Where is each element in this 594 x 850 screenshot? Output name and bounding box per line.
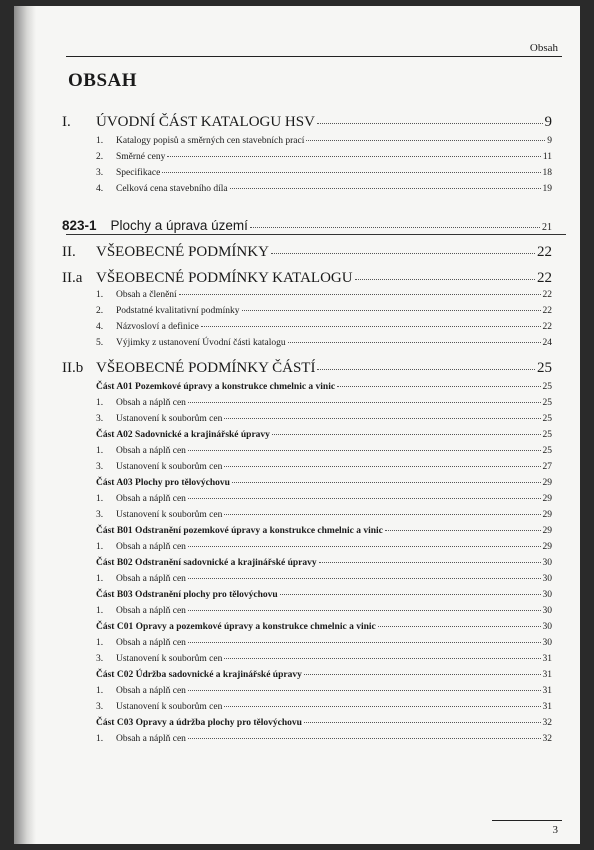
toc-entry-page: 22	[537, 270, 552, 286]
toc-entry-title: Obsah a náplň cen	[116, 494, 186, 504]
toc-entry-number: 1.	[96, 638, 104, 648]
toc-entry-number: 1.	[96, 606, 104, 616]
toc-entry-sub[interactable]	[62, 136, 552, 146]
toc-entry-title: Obsah a náplň cen	[116, 638, 186, 648]
dot-leader	[188, 690, 541, 691]
dot-leader	[250, 227, 540, 228]
book-spine-shadow	[14, 6, 36, 844]
toc-entry-title: ÚVODNÍ ČÁST KATALOGU HSV	[96, 114, 315, 130]
header-rule	[66, 56, 562, 57]
toc-entry-number: 1.	[96, 542, 104, 552]
toc-entry-title: Specifikace	[116, 168, 161, 178]
toc-entry-sub[interactable]	[62, 446, 552, 456]
toc-entry-part[interactable]	[62, 590, 552, 600]
toc-entry-number: 3.	[96, 654, 104, 664]
toc-entry-page: 25	[542, 398, 552, 408]
toc-entry-number: 3.	[96, 510, 104, 520]
toc-entry-number: 1.	[96, 734, 104, 744]
dot-leader	[317, 369, 535, 370]
page-number: 3	[552, 824, 558, 836]
toc-entry-number: 1.	[96, 446, 104, 456]
toc-entry-page: 22	[542, 322, 552, 332]
toc-entry-number: 4.	[96, 322, 104, 332]
toc-entry-page: 19	[542, 184, 552, 194]
toc-entry-page: 29	[542, 542, 552, 552]
toc-entry-sub[interactable]	[62, 606, 552, 616]
toc-entry-number: 1.	[96, 398, 104, 408]
toc-entry-title: Podstatné kvalitativní podmínky	[116, 306, 240, 316]
toc-entry-title: Obsah a členění	[116, 290, 177, 300]
toc-entry-page: 18	[542, 168, 552, 178]
dot-leader	[188, 498, 541, 499]
toc-entry-page: 32	[542, 718, 552, 728]
toc-entry-title: Obsah a náplň cen	[116, 542, 186, 552]
toc-entry-page: 29	[542, 510, 552, 520]
toc-entry-sub[interactable]	[62, 574, 552, 584]
toc-entry-number: 2.	[96, 306, 104, 316]
dot-leader	[304, 674, 541, 675]
toc-entry-page: 30	[542, 622, 552, 632]
page-title: OBSAH	[68, 70, 138, 91]
dot-leader	[188, 578, 541, 579]
toc-entry-sub[interactable]	[62, 168, 552, 178]
toc-entry-page: 25	[542, 382, 552, 392]
dot-leader	[167, 156, 541, 157]
running-header: Obsah	[529, 42, 558, 54]
dot-leader	[385, 530, 541, 531]
toc-entry-page: 27	[542, 462, 552, 472]
toc-entry-sub[interactable]	[62, 306, 552, 316]
toc-entry-title: Celková cena stavebního díla	[116, 184, 228, 194]
toc-entry-page: 22	[542, 306, 552, 316]
toc-entry-page: 30	[542, 606, 552, 616]
toc-entry-title: Ustanovení k souborům cen	[116, 462, 223, 472]
dot-leader	[188, 450, 541, 451]
toc-entry-sub[interactable]	[62, 494, 552, 504]
toc-entry-title: Obsah a náplň cen	[116, 574, 186, 584]
dot-leader	[355, 279, 535, 280]
toc-entry-page: 22	[537, 244, 552, 260]
toc-entry-title: Část B03 Odstranění plochy pro tělovýchovu	[96, 590, 278, 600]
toc-entry-sub[interactable]	[62, 322, 552, 332]
toc-entry-title: Výjimky z ustanovení Úvodní části katalogu	[116, 338, 286, 348]
toc-entry-part[interactable]	[62, 670, 552, 680]
toc-entry-title: Část B02 Odstranění sadovnické a krajinářské úpravy	[96, 558, 317, 568]
toc-entry-page: 31	[542, 654, 552, 664]
toc-entry-title: Obsah a náplň cen	[116, 398, 186, 408]
toc-entry-number: 5.	[96, 338, 104, 348]
toc-entry-page: 30	[542, 574, 552, 584]
toc-entry-number: 3.	[96, 414, 104, 424]
toc-entry-title: Obsah a náplň cen	[116, 446, 186, 456]
toc-entry-title: Obsah a náplň cen	[116, 686, 186, 696]
toc-entry-number: 823-1	[62, 218, 97, 233]
toc-entry-h1[interactable]	[62, 244, 552, 261]
toc-entry-h1[interactable]	[62, 360, 552, 377]
toc-entry-page: 25	[542, 446, 552, 456]
toc-entry-number: 1.	[96, 136, 104, 146]
toc-entry-sub[interactable]	[62, 510, 552, 520]
dot-leader	[201, 326, 541, 327]
toc-entry-sec[interactable]	[62, 218, 552, 233]
toc-entry-part[interactable]	[62, 478, 552, 488]
toc-entry-part[interactable]	[62, 382, 552, 392]
toc-entry-title: VŠEOBECNÉ PODMÍNKY	[96, 244, 269, 260]
dot-leader	[224, 706, 540, 707]
toc-entry-page: 25	[542, 414, 552, 424]
toc-entry-title: Část A01 Pozemkové úpravy a konstrukce chmelnic a vinic	[96, 382, 336, 392]
toc-entry-sub[interactable]	[62, 702, 552, 712]
toc-entry-sub[interactable]	[62, 184, 552, 194]
toc-entry-page: 30	[542, 558, 552, 568]
dot-leader	[230, 188, 541, 189]
toc-entry-page: 25	[542, 430, 552, 440]
toc-entry-title: Plochy a úprava území	[110, 218, 248, 233]
toc-entry-part[interactable]	[62, 622, 552, 632]
dot-leader	[188, 546, 541, 547]
toc-entry-title: Názvosloví a definice	[116, 322, 199, 332]
toc-entry-sub[interactable]	[62, 398, 552, 408]
dot-leader	[188, 610, 541, 611]
toc-entry-sub[interactable]	[62, 414, 552, 424]
toc-entry-page: 31	[542, 702, 552, 712]
toc-entry-number: I.	[62, 114, 71, 130]
toc-entry-title: Část C03 Opravy a údržba plochy pro tělovýchovu	[96, 718, 302, 728]
toc-entry-page: 32	[542, 734, 552, 744]
dot-leader	[337, 386, 540, 387]
toc-entry-page: 31	[542, 670, 552, 680]
document-page	[14, 6, 580, 844]
toc-entry-title: Část A03 Plochy pro tělovýchovu	[96, 478, 230, 488]
toc-entry-number: 1.	[96, 290, 104, 300]
toc-entry-page: 31	[542, 686, 552, 696]
toc-entry-title: Část C01 Opravy a pozemkové úpravy a konstrukce chmelnic a vinic	[96, 622, 376, 632]
toc-entry-title: Katalogy popisů a směrných cen stavebních prací	[116, 136, 305, 146]
footer-rule	[492, 820, 562, 821]
dot-leader	[242, 310, 541, 311]
toc-entry-part[interactable]	[62, 558, 552, 568]
dot-leader	[306, 140, 545, 141]
toc-entry-number: 3.	[96, 702, 104, 712]
toc-entry-sub[interactable]	[62, 654, 552, 664]
toc-entry-number: II.b	[62, 360, 84, 376]
toc-entry-number: II.a	[62, 270, 83, 286]
toc-entry-page: 30	[542, 590, 552, 600]
dot-leader	[280, 594, 541, 595]
dot-leader	[319, 562, 541, 563]
toc-entry-page: 29	[542, 478, 552, 488]
toc-entry-h1[interactable]	[62, 114, 552, 131]
toc-entry-title: Ustanovení k souborům cen	[116, 702, 223, 712]
toc-entry-page: 21	[542, 222, 552, 233]
dot-leader	[232, 482, 541, 483]
dot-leader	[188, 642, 541, 643]
dot-leader	[224, 466, 540, 467]
toc-entry-sub[interactable]	[62, 338, 552, 348]
dot-leader	[224, 658, 540, 659]
toc-entry-number: II.	[62, 244, 76, 260]
dot-leader	[188, 738, 541, 739]
toc-entry-title: Část A02 Sadovnické a krajinářské úpravy	[96, 430, 270, 440]
toc-entry-part[interactable]	[62, 718, 552, 728]
toc-entry-sub[interactable]	[62, 152, 552, 162]
dot-leader	[304, 722, 541, 723]
toc-entry-number: 4.	[96, 184, 104, 194]
toc-entry-number: 1.	[96, 686, 104, 696]
toc-entry-number: 3.	[96, 168, 104, 178]
toc-entry-sub[interactable]	[62, 734, 552, 744]
toc-entry-page: 11	[542, 152, 552, 162]
toc-entry-page: 24	[542, 338, 552, 348]
toc-entry-number: 1.	[96, 574, 104, 584]
dot-leader	[317, 123, 543, 124]
toc-entry-page: 22	[542, 290, 552, 300]
toc-entry-page: 9	[547, 136, 552, 146]
dot-leader	[224, 418, 540, 419]
toc-entry-title: Část C02 Údržba sadovnické a krajinářské úpravy	[96, 670, 302, 680]
toc-entry-page: 25	[537, 360, 552, 376]
toc-entry-title: Směrné ceny	[116, 152, 166, 162]
dot-leader	[179, 294, 541, 295]
toc-entry-title: Obsah a náplň cen	[116, 606, 186, 616]
toc-entry-title: VŠEOBECNÉ PODMÍNKY ČÁSTÍ	[96, 360, 316, 376]
toc-entry-title: Ustanovení k souborům cen	[116, 414, 223, 424]
toc-entry-sub[interactable]	[62, 686, 552, 696]
toc-entry-title: Ustanovení k souborům cen	[116, 654, 223, 664]
toc-entry-title: VŠEOBECNÉ PODMÍNKY KATALOGU	[96, 270, 353, 286]
toc-entry-title: Obsah a náplň cen	[116, 734, 186, 744]
toc-entry-h1[interactable]	[62, 270, 552, 287]
dot-leader	[224, 514, 540, 515]
toc-entry-page: 9	[544, 114, 552, 130]
dot-leader	[288, 342, 541, 343]
toc-entry-number: 1.	[96, 494, 104, 504]
toc-entry-title: Část B01 Odstranění pozemkové úpravy a konstrukce chmelnic a vinic	[96, 526, 383, 536]
toc-entry-part[interactable]	[62, 526, 552, 536]
dot-leader	[271, 253, 535, 254]
toc-entry-page: 29	[542, 526, 552, 536]
dot-leader	[378, 626, 541, 627]
toc-entry-number: 3.	[96, 462, 104, 472]
dot-leader	[188, 402, 541, 403]
toc-entry-title: Ustanovení k souborům cen	[116, 510, 223, 520]
toc-entry-number: 2.	[96, 152, 104, 162]
section-rule	[66, 234, 566, 235]
dot-leader	[272, 434, 541, 435]
toc-entry-sub[interactable]	[62, 462, 552, 472]
toc-entry-sub[interactable]	[62, 290, 552, 300]
toc-entry-part[interactable]	[62, 430, 552, 440]
toc-entry-page: 30	[542, 638, 552, 648]
toc-entry-sub[interactable]	[62, 638, 552, 648]
toc-entry-sub[interactable]	[62, 542, 552, 552]
toc-entry-page: 29	[542, 494, 552, 504]
dot-leader	[162, 172, 540, 173]
